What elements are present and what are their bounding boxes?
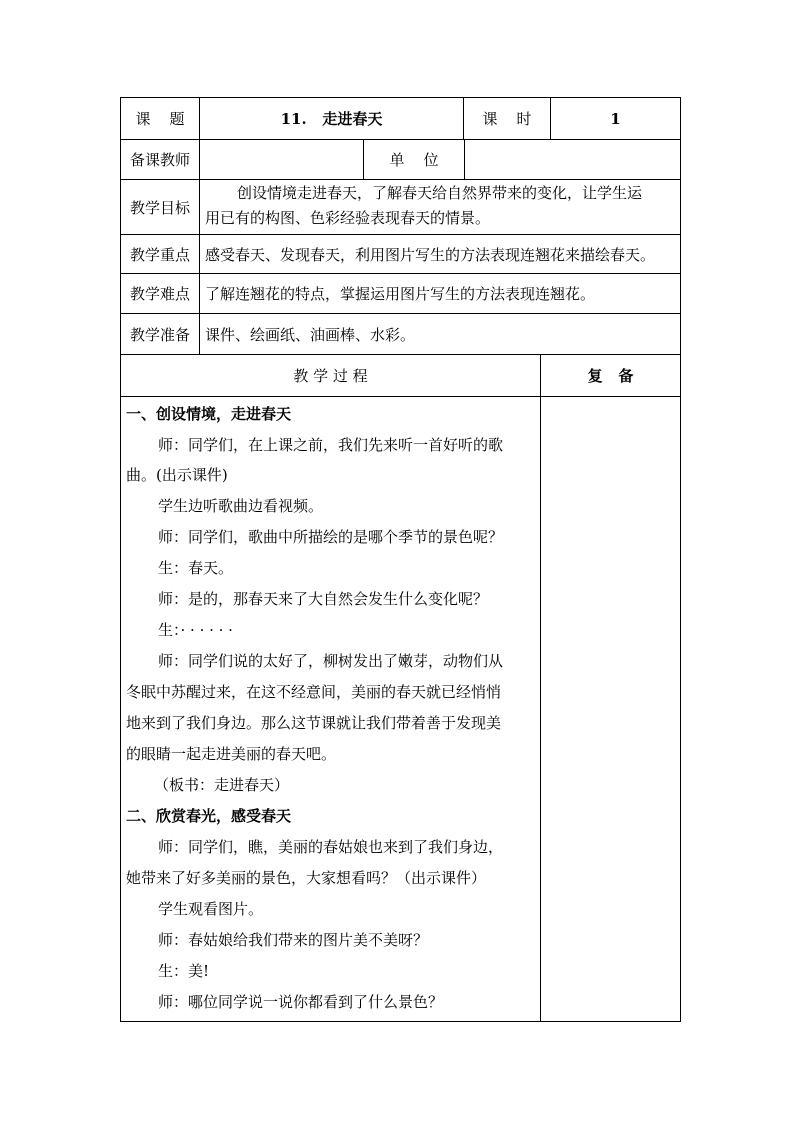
- focus-label: 教学重点: [129, 245, 190, 264]
- focus-text: 感受春天、发现春天，利用图片写生的方法表现连翘花来描绘春天。: [205, 245, 656, 264]
- process-line: 她带来了好多美丽的景色，大家想看吗？（出示课件）: [126, 869, 487, 887]
- row-divider: [120, 179, 681, 180]
- topic-label: 课 题: [135, 110, 185, 128]
- teacher-label: 备课教师: [129, 151, 190, 169]
- period-label: 课 时: [482, 110, 532, 128]
- teacher-value: [204, 140, 362, 179]
- process-line: 的眼睛一起走进美丽的春天吧。: [126, 745, 337, 763]
- process-line: 生：春天。: [158, 559, 234, 577]
- process-line: 师：同学们，歌曲中所描绘的是哪个季节的景色呢？: [158, 528, 504, 546]
- process-line: 师：春姑娘给我们带来的图片美不美呀？: [158, 931, 429, 949]
- unit-value: [469, 140, 679, 179]
- process-line: 冬眠中苏醒过来，在这不经意间，美丽的春天就已经悄悄: [126, 683, 502, 701]
- prep-text: 课件、绘画纸、油画棒、水彩。: [205, 325, 416, 344]
- process-line: 师：同学们，瞧，美丽的春姑娘也来到了我们身边，: [158, 838, 504, 856]
- goal-label: 教学目标: [129, 198, 190, 217]
- col-divider: [540, 354, 541, 1022]
- process-body: [126, 404, 538, 1016]
- goal-text-line: 用已有的构图、色彩经验表现春天的情景。: [205, 209, 491, 227]
- section-heading: 一、创设情境，走进春天: [126, 405, 292, 423]
- unit-label: 单 位: [389, 151, 439, 169]
- process-line: 师：同学们说的太好了，柳树发出了嫩芽，动物们从: [158, 652, 504, 670]
- review-title: 复 备: [587, 367, 634, 385]
- process-line: 地来到了我们身边。那么这节课就让我们带着善于发现美: [126, 714, 502, 732]
- goal-text: [205, 183, 679, 233]
- process-line: 学生观看图片。: [158, 900, 264, 918]
- col-divider: [464, 139, 465, 179]
- process-line: 师：哪位同学说一说你都看到了什么景色？: [158, 993, 444, 1011]
- process-line: 学生边听歌曲边看视频。: [158, 497, 324, 515]
- process-line: 生：· · · · · ·: [158, 621, 233, 639]
- process-line: 师：同学们，在上课之前，我们先来听一首好听的歌: [158, 436, 504, 454]
- process-title: 教 学 过 程: [293, 367, 368, 385]
- goal-text-line: 创设情境走进春天，了解春天给自然界带来的变化，让学生运: [237, 184, 643, 202]
- topic-value: 11. 走进春天: [280, 110, 383, 128]
- difficulty-label: 教学难点: [129, 285, 190, 303]
- process-line: 生：美!: [158, 962, 210, 980]
- process-line: 曲。(出示课件): [126, 466, 228, 484]
- difficulty-text: 了解连翘花的特点，掌握运用图片写生的方法表现连翘花。: [205, 285, 596, 303]
- section-heading: 二、欣赏春光，感受春天: [126, 807, 292, 825]
- prep-label: 教学准备: [129, 325, 190, 344]
- period-value: 1: [610, 109, 621, 128]
- process-line: （板书：走进春天）: [154, 776, 290, 794]
- row-divider: [120, 396, 681, 397]
- process-line: 师：是的，那春天来了大自然会发生什么变化呢？: [158, 590, 489, 608]
